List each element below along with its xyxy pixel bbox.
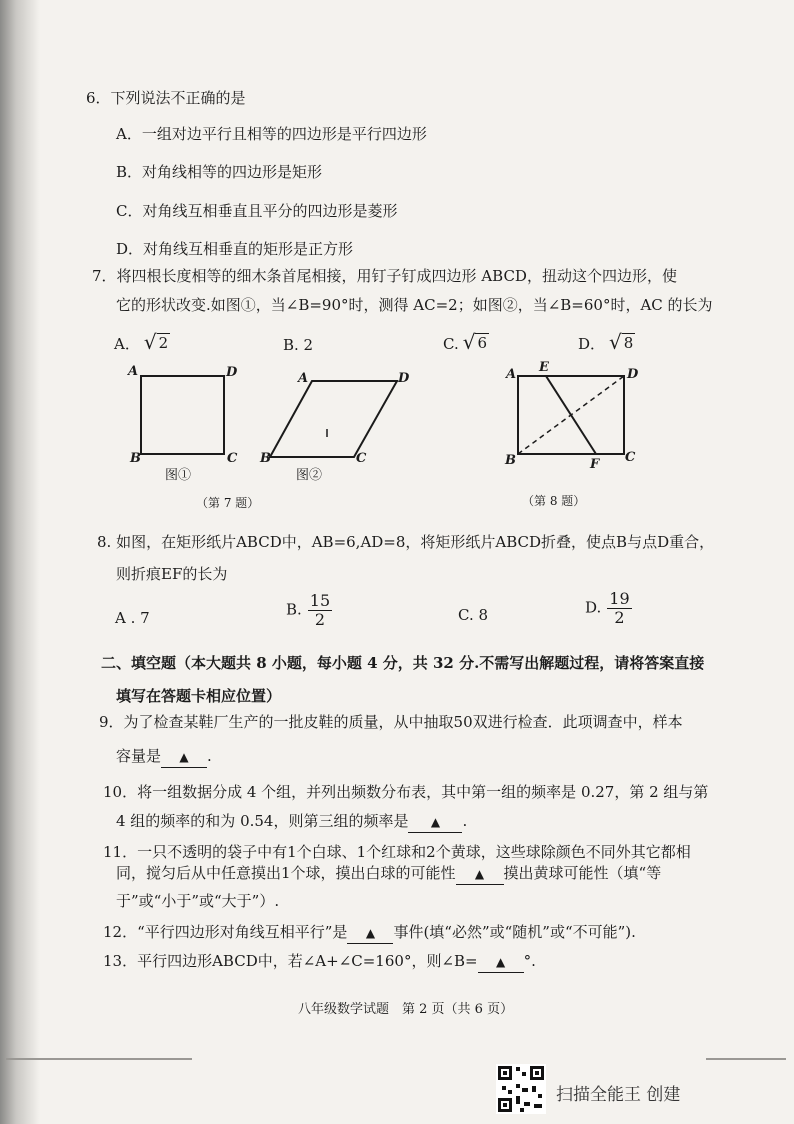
q8-diagonal-bd [518, 376, 624, 454]
q8-line2: 则折痕EF的长为 [116, 565, 228, 583]
fig2-caption: 图② [296, 468, 323, 483]
fig1-caption: 图① [165, 468, 192, 483]
fig2-label-d: D [398, 371, 410, 386]
fig8-label-b: B [505, 453, 516, 468]
bottom-left-rule [6, 1058, 192, 1060]
q8-option-c: C. 8 [458, 606, 489, 624]
q9-line2: 容量是 ▲ . [116, 746, 212, 768]
q12-line: 12．“平行四边形对角线互相平行”是 ▲ 事件(填“必然”或“随机”或“不可能”). [103, 922, 636, 944]
fig1-label-c: C [227, 451, 238, 466]
q9-answer-blank: ▲ [161, 747, 207, 768]
q8-option-a: A . 7 [115, 609, 150, 627]
q13-answer-blank: ▲ [478, 952, 524, 973]
q7-caption: （第 7 题） [196, 496, 260, 510]
fig8-label-d: D [627, 367, 639, 382]
q8-option-d: D. $\frac{19}{2}$ [585, 589, 630, 627]
q11-line1: 11．一只不透明的袋子中有1个白球、1个红球和2个黄球，这些球除颜色不同外其它都相 [103, 843, 691, 861]
page-footer: 八年级数学试题 第 2 页（共 6 页） [298, 1002, 514, 1017]
q6-option-b: B．对角线相等的四边形是矩形 [116, 163, 323, 181]
q7-line1: 7．将四根长度相等的细木条首尾相接，用钉子钉成四边形 ABCD，扭动这个四边形，使 [92, 267, 677, 285]
fig2-label-a: A [298, 371, 309, 386]
q6-stem: 6．下列说法不正确的是 [86, 89, 246, 107]
fig1-label-a: A [128, 364, 139, 379]
fig8-label-f: F [590, 457, 600, 472]
fig8-label-c: C [625, 450, 636, 465]
q7-option-d: D． √ 8 [578, 330, 634, 354]
q10-answer-blank: ▲ [408, 812, 462, 833]
fig1-label-b: B [130, 451, 141, 466]
q7-option-b: B. 2 [283, 336, 314, 354]
q7-option-a: A． √ 2 [114, 330, 169, 354]
q11-answer-blank: ▲ [456, 864, 504, 885]
q11-line3: 于”或“小于”或“大于”）. [116, 892, 280, 910]
q6-option-a: A．一组对边平行且相等的四边形是平行四边形 [116, 125, 427, 143]
q6-option-c: C．对角线互相垂直且平分的四边形是菱形 [116, 202, 398, 220]
scanner-watermark: 扫描全能王 创建 [556, 1085, 681, 1105]
q7-option-c: C. √ 6 [443, 330, 488, 354]
fig8-label-e: E [539, 360, 549, 375]
q8-line1: 8. 如图，在矩形纸片ABCD中，AB=6,AD=8，将矩形纸片ABCD折叠，使点B与点D重合， [97, 533, 715, 551]
q10-line2: 4 组的频率的和为 0.54，则第三组的频率是 ▲ . [116, 811, 467, 833]
qr-code-icon [496, 1064, 546, 1114]
fig8-label-a: A [506, 367, 517, 382]
q8-caption: （第 8 题） [522, 494, 586, 508]
section2-heading-line1: 二、填空题（本大题共 8 小题，每小题 4 分，共 32 分.不需写出解题过程，请将答案直接 [101, 654, 705, 672]
fig1-label-d: D [226, 365, 238, 380]
q7-figure1-square [141, 376, 224, 454]
q11-line2: 同，搅匀后从中任意摸出1个球，摸出白球的可能性 ▲ 摸出黄球可能性（填“等 [116, 863, 661, 885]
q9-line1: 9．为了检查某鞋厂生产的一批皮鞋的质量，从中抽取50双进行检查．此项调查中，样本 [99, 713, 683, 731]
figures-svg [0, 0, 794, 520]
q13-line: 13．平行四边形ABCD中，若∠A+∠C=160°，则∠B= ▲ °. [103, 951, 536, 973]
q10-line1: 10．将一组数据分成 4 个组，并列出频数分布表，其中第一组的频率是 0.27，第 2 组与第 [103, 783, 709, 801]
q6-option-d: D．对角线互相垂直的矩形是正方形 [116, 240, 354, 258]
section2-heading-line2: 填写在答题卡相应位置） [116, 687, 282, 705]
q8-option-b: B. $\frac{15}{2}$ [286, 591, 331, 629]
q7-line2: 它的形状改变.如图①，当∠B=90°时，测得 AC=2；如图②，当∠B=60°时，AC 的长为 [116, 296, 713, 314]
fig2-label-b: B [260, 451, 271, 466]
bottom-right-rule [706, 1058, 786, 1060]
q7-figure2-rhombus [270, 381, 397, 457]
fig2-label-c: C [356, 451, 367, 466]
q12-answer-blank: ▲ [347, 923, 393, 944]
